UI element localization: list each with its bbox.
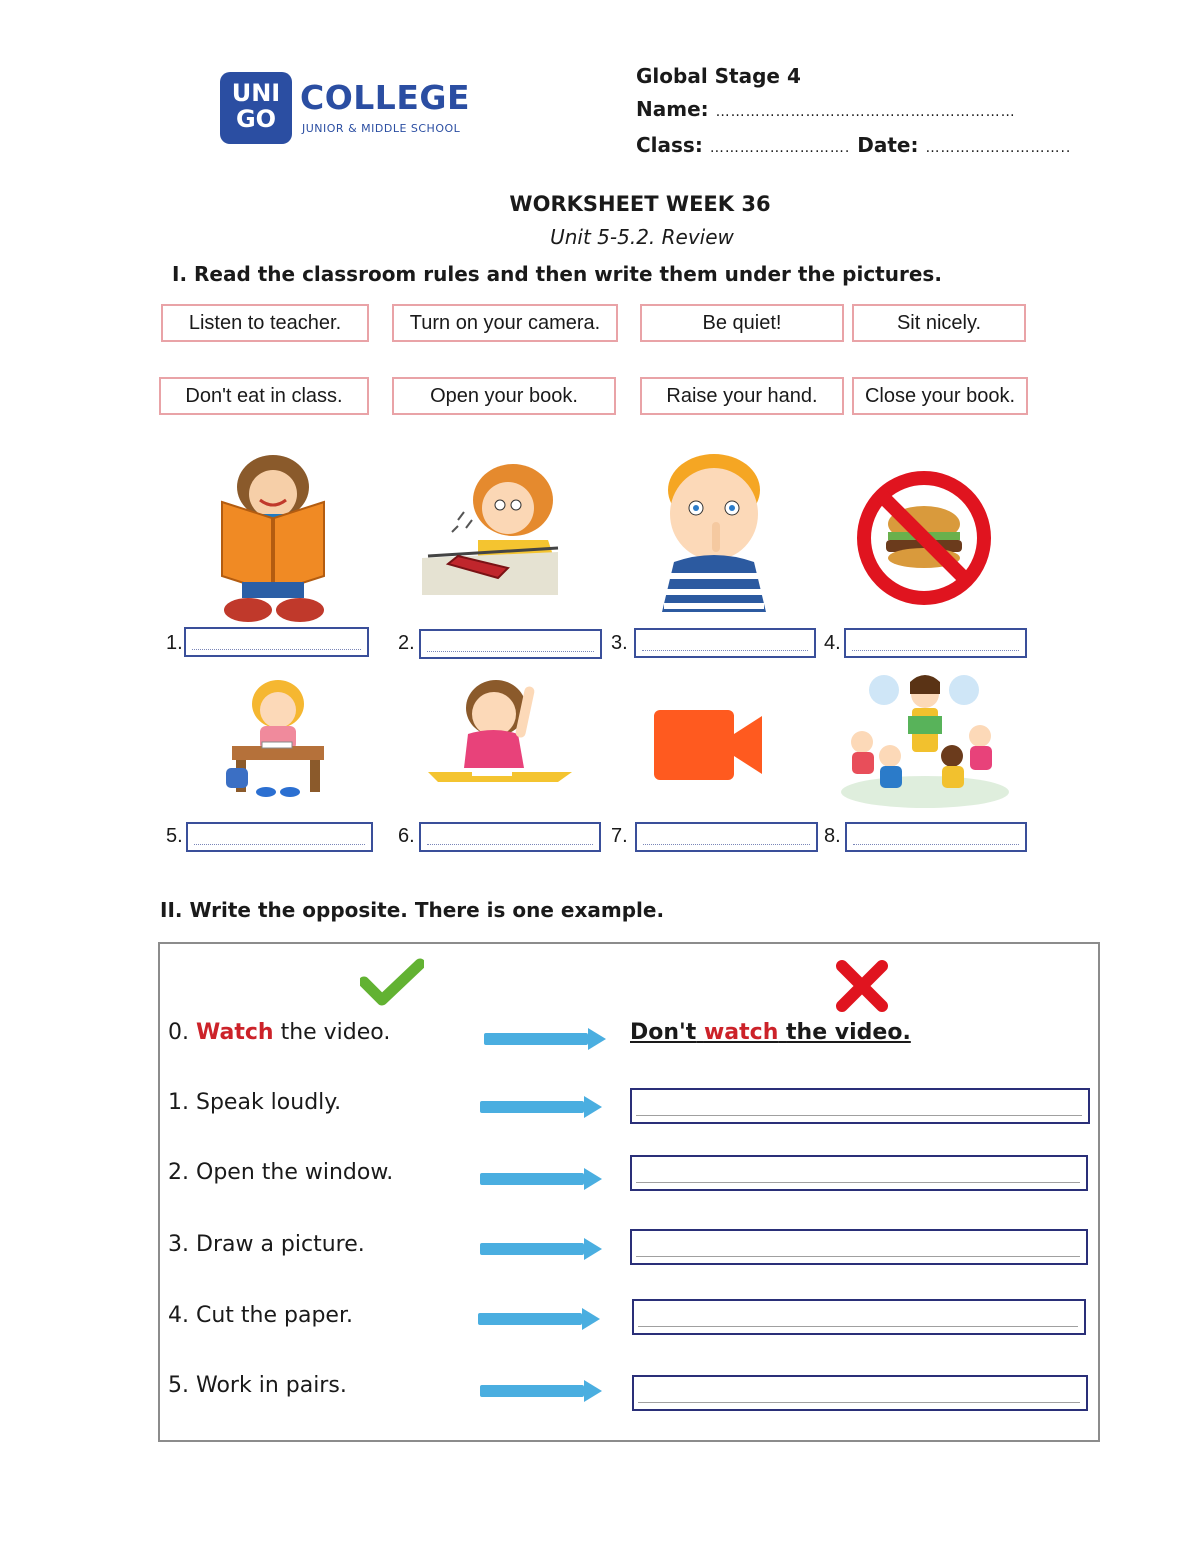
item-number: 6. xyxy=(398,825,415,847)
arrow-icon xyxy=(480,1096,602,1118)
word-bank-item: Close your book. xyxy=(852,377,1028,415)
sentence-5 xyxy=(168,1373,347,1398)
item-number: 4. xyxy=(824,632,841,654)
sentence-text: Open the window. xyxy=(196,1160,394,1185)
opposite-answer-box-3[interactable] xyxy=(630,1229,1088,1265)
answer-box-4[interactable] xyxy=(844,628,1027,658)
worksheet-subtitle: Unit 5-5.2. Review xyxy=(550,225,734,249)
sentence-number: 3. xyxy=(168,1232,189,1257)
word-bank-item: Raise your hand. xyxy=(640,377,844,415)
stage-label: Global Stage 4 xyxy=(636,64,801,88)
answer-box-2[interactable] xyxy=(419,629,602,659)
girl-reading-book-image xyxy=(208,452,338,627)
answer-box-6[interactable] xyxy=(419,822,601,852)
arrow-icon xyxy=(478,1308,600,1330)
item-number: 5. xyxy=(166,825,183,847)
sentence-text: Speak loudly. xyxy=(196,1090,342,1115)
opposite-answer-box-4[interactable] xyxy=(632,1299,1086,1335)
name-label: Name: xyxy=(636,97,709,121)
cross-icon xyxy=(834,958,890,1014)
example-answer-verb: watch xyxy=(703,1020,779,1045)
class-date-row xyxy=(636,129,1071,165)
sentence-3 xyxy=(168,1232,365,1257)
answer-box-7[interactable] xyxy=(635,822,818,852)
item-number: 2. xyxy=(398,632,415,654)
sentence-number: 5. xyxy=(168,1373,189,1398)
word-bank-item: Open your book. xyxy=(392,377,616,415)
sentence-4 xyxy=(168,1303,353,1328)
example-sentence xyxy=(168,1020,390,1045)
sentence-number: 2. xyxy=(168,1160,189,1185)
arrow-icon xyxy=(480,1168,602,1190)
logo-bottom-text: GO xyxy=(235,105,277,133)
teacher-children-image xyxy=(840,672,1010,810)
opposites-box xyxy=(158,942,1100,1442)
opposite-answer-box-5[interactable] xyxy=(632,1375,1088,1411)
sentence-number: 1. xyxy=(168,1090,189,1115)
sentence-2 xyxy=(168,1160,393,1185)
part1-heading: I. Read the classroom rules and then write them under the pictures. xyxy=(172,262,942,286)
opposite-answer-box-1[interactable] xyxy=(630,1088,1090,1124)
item-number: 1. xyxy=(166,632,183,654)
student-info xyxy=(636,60,1071,165)
arrow-icon xyxy=(480,1238,602,1260)
answer-box-5[interactable] xyxy=(186,822,373,852)
class-field[interactable]: ………………………. xyxy=(709,140,851,156)
answer-box-3[interactable] xyxy=(634,628,816,658)
word-bank-item: Don't eat in class. xyxy=(159,377,369,415)
word-bank-item: Turn on your camera. xyxy=(392,304,618,342)
answer-box-8[interactable] xyxy=(845,822,1027,852)
class-label: Class: xyxy=(636,133,703,157)
sentence-text: Work in pairs. xyxy=(196,1373,347,1398)
word-bank-item: Sit nicely. xyxy=(852,304,1026,342)
answer-box-1[interactable] xyxy=(184,627,369,657)
boy-quiet-image xyxy=(654,452,774,612)
sentence-text: Draw a picture. xyxy=(196,1232,365,1257)
item-number: 8. xyxy=(824,825,841,847)
name-field[interactable]: …………………………………………………… xyxy=(715,104,1016,120)
name-row[interactable] xyxy=(636,93,1071,129)
school-logo xyxy=(220,72,500,144)
item-number: 7. xyxy=(611,825,628,847)
example-answer xyxy=(630,1020,911,1045)
girl-raising-hand-image xyxy=(428,676,572,786)
video-camera-icon xyxy=(652,708,764,782)
logo-badge xyxy=(220,72,292,144)
logo-top-text: UNI xyxy=(231,79,281,107)
logo-subtitle: JUNIOR & MIDDLE SCHOOL xyxy=(302,122,461,135)
date-label: Date: xyxy=(857,133,919,157)
worksheet-title: WORKSHEET WEEK 36 xyxy=(509,192,771,216)
no-eating-sign-image xyxy=(854,468,994,608)
check-icon xyxy=(360,958,424,1006)
date-field[interactable]: ……………………….. xyxy=(925,140,1072,156)
item-number: 3. xyxy=(611,632,628,654)
example-answer-rest: the video. xyxy=(786,1020,911,1045)
example-answer-dont: Don't xyxy=(630,1020,697,1045)
girl-sitting-desk-image xyxy=(222,676,332,798)
sentence-text: Cut the paper. xyxy=(196,1303,353,1328)
logo-name: COLLEGE xyxy=(300,78,470,117)
word-bank-item: Listen to teacher. xyxy=(161,304,369,342)
part2-heading: II. Write the opposite. There is one example. xyxy=(160,898,665,922)
arrow-icon xyxy=(484,1028,606,1050)
example-verb: Watch xyxy=(196,1020,274,1045)
word-bank-item: Be quiet! xyxy=(640,304,844,342)
arrow-icon xyxy=(480,1380,602,1402)
example-rest: the video. xyxy=(280,1020,391,1045)
example-number: 0. xyxy=(168,1020,189,1045)
sentence-1 xyxy=(168,1090,341,1115)
girl-closing-book-image xyxy=(418,460,563,595)
sentence-number: 4. xyxy=(168,1303,189,1328)
opposite-answer-box-2[interactable] xyxy=(630,1155,1088,1191)
